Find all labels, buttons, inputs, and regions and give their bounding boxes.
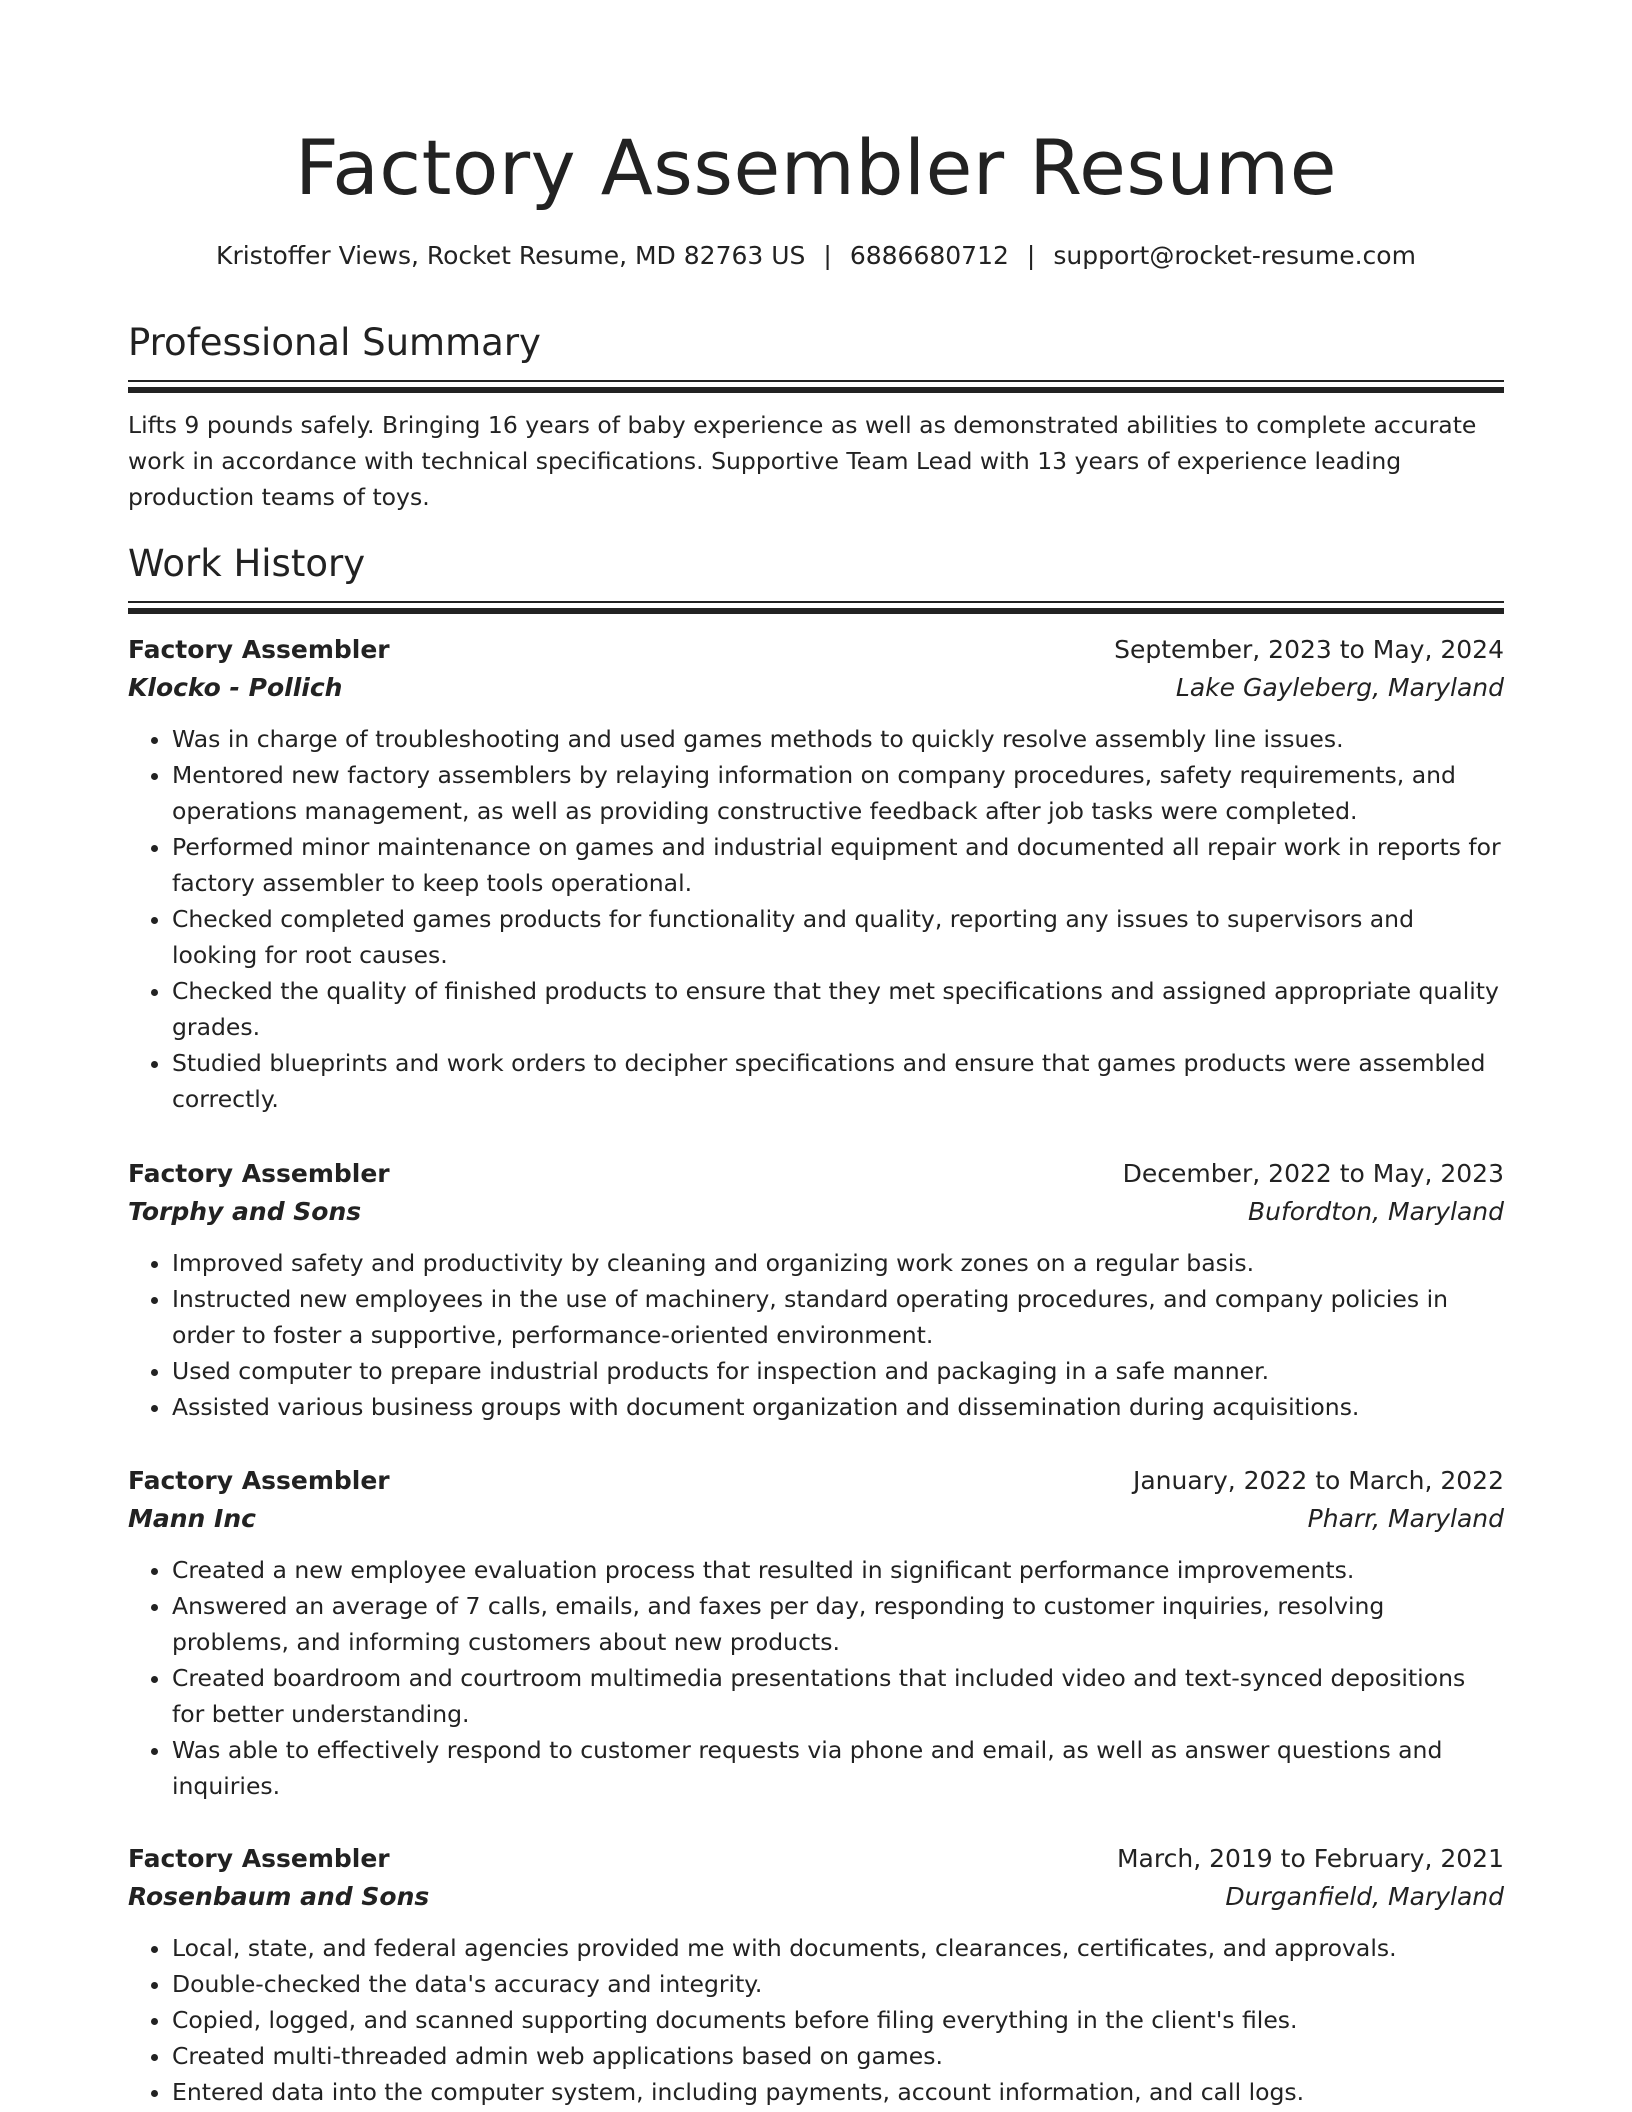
job-subheader-row bbox=[128, 1500, 1504, 1538]
job-subheader-row bbox=[128, 1193, 1504, 1231]
job-company: Klocko - Pollich bbox=[128, 673, 343, 702]
summary-section-header bbox=[128, 318, 1504, 393]
job-dates: September, 2023 to May, 2024 bbox=[1114, 635, 1504, 664]
job-entry bbox=[128, 1840, 1504, 2110]
summary-heading: Professional Summary bbox=[128, 321, 541, 364]
work-history-heading: Work History bbox=[128, 542, 366, 585]
work-history-section-header bbox=[128, 539, 1504, 614]
job-header-row bbox=[128, 1155, 1504, 1193]
job-bullet: • Performed minor maintenance on games and industrial equipment and documented all repair work in reports for factory assembler to keep tools operational. bbox=[172, 829, 1504, 901]
job-subheader-row bbox=[128, 669, 1504, 707]
section-divider bbox=[128, 380, 1504, 393]
job-bullet: • Entered data into the computer system, including payments, account information, and call logs. bbox=[172, 2074, 1504, 2110]
job-bullet: • Copied, logged, and scanned supporting documents before filing everything in the client's files. bbox=[172, 2002, 1504, 2038]
contact-separator: | bbox=[1026, 241, 1036, 270]
contact-phone: 6886680712 bbox=[849, 241, 1009, 270]
job-bullet: • Assisted various business groups with document organization and dissemination during acquisitions. bbox=[172, 1389, 1504, 1425]
section-divider bbox=[128, 601, 1504, 614]
job-header-row bbox=[128, 1462, 1504, 1500]
job-title: Factory Assembler bbox=[128, 1844, 390, 1873]
job-bullet-list bbox=[128, 1245, 1504, 1425]
job-bullet: • Was able to effectively respond to customer requests via phone and email, as well as answer questions and inquiries. bbox=[172, 1732, 1504, 1804]
job-location: Durganfield, Maryland bbox=[1225, 1882, 1504, 1911]
job-title: Factory Assembler bbox=[128, 635, 390, 664]
job-subheader-row bbox=[128, 1878, 1504, 1916]
job-company: Torphy and Sons bbox=[128, 1197, 362, 1226]
job-company: Rosenbaum and Sons bbox=[128, 1882, 430, 1911]
job-bullet: • Was in charge of troubleshooting and used games methods to quickly resolve assembly line issues. bbox=[172, 721, 1504, 757]
job-dates: January, 2022 to March, 2022 bbox=[1132, 1466, 1504, 1495]
job-title: Factory Assembler bbox=[128, 1466, 390, 1495]
job-header-row bbox=[128, 631, 1504, 669]
job-title: Factory Assembler bbox=[128, 1159, 390, 1188]
job-header-row bbox=[128, 1840, 1504, 1878]
job-bullet: • Created boardroom and courtroom multimedia presentations that included video and text-synced depositions for better understanding. bbox=[172, 1660, 1504, 1732]
job-bullet: • Checked completed games products for functionality and quality, reporting any issues to supervisors and looking for root causes. bbox=[172, 901, 1504, 973]
job-bullet: • Checked the quality of finished products to ensure that they met specifications and assigned appropriate quality grades. bbox=[172, 973, 1504, 1045]
job-bullet-list bbox=[128, 1930, 1504, 2110]
job-bullet: • Created multi-threaded admin web applications based on games. bbox=[172, 2038, 1504, 2074]
job-bullet: • Used computer to prepare industrial products for inspection and packaging in a safe manner. bbox=[172, 1353, 1504, 1389]
resume-title: Factory Assembler Resume bbox=[295, 123, 1337, 212]
job-dates: December, 2022 to May, 2023 bbox=[1122, 1159, 1504, 1188]
summary-text: Lifts 9 pounds safely. Bringing 16 years of baby experience as well as demonstrated abilities to complete accurate work in accordance with technical specifications. Supportive Team Lead with 13 years of experience leading production teams of toys. bbox=[128, 411, 1477, 511]
job-bullet-list bbox=[128, 1552, 1504, 1804]
job-bullet: • Created a new employee evaluation process that resulted in significant performance improvements. bbox=[172, 1552, 1504, 1588]
job-bullet: • Improved safety and productivity by cleaning and organizing work zones on a regular basis. bbox=[172, 1245, 1504, 1281]
job-location: Bufordton, Maryland bbox=[1247, 1197, 1504, 1226]
job-bullet-list bbox=[128, 721, 1504, 1117]
job-bullet: • Local, state, and federal agencies provided me with documents, clearances, certificates, and approvals. bbox=[172, 1930, 1504, 1966]
job-entry bbox=[128, 1462, 1504, 1804]
job-bullet: • Answered an average of 7 calls, emails, and faxes per day, responding to customer inquiries, resolving problems, and informing customers about new products. bbox=[172, 1588, 1504, 1660]
contact-line bbox=[128, 238, 1504, 274]
job-bullet: • Studied blueprints and work orders to decipher specifications and ensure that games products were assembled correctly. bbox=[172, 1045, 1504, 1117]
job-bullet: • Double-checked the data's accuracy and integrity. bbox=[172, 1966, 1504, 2002]
job-company: Mann Inc bbox=[128, 1504, 256, 1533]
job-entry bbox=[128, 631, 1504, 1117]
job-location: Pharr, Maryland bbox=[1307, 1504, 1504, 1533]
contact-email[interactable]: support@rocket-resume.com bbox=[1053, 241, 1416, 270]
job-entry bbox=[128, 1155, 1504, 1425]
contact-address: Kristoffer Views, Rocket Resume, MD 82763 US bbox=[216, 241, 806, 270]
job-dates: March, 2019 to February, 2021 bbox=[1116, 1844, 1504, 1873]
job-location: Lake Gayleberg, Maryland bbox=[1175, 673, 1504, 702]
contact-separator: | bbox=[823, 241, 832, 270]
job-bullet: • Instructed new employees in the use of machinery, standard operating procedures, and company policies in order to foster a supportive, performance-oriented environment. bbox=[172, 1281, 1504, 1353]
job-bullet: • Mentored new factory assemblers by relaying information on company procedures, safety requirements, and operations management, as well as providing constructive feedback after job tasks were completed. bbox=[172, 757, 1504, 829]
